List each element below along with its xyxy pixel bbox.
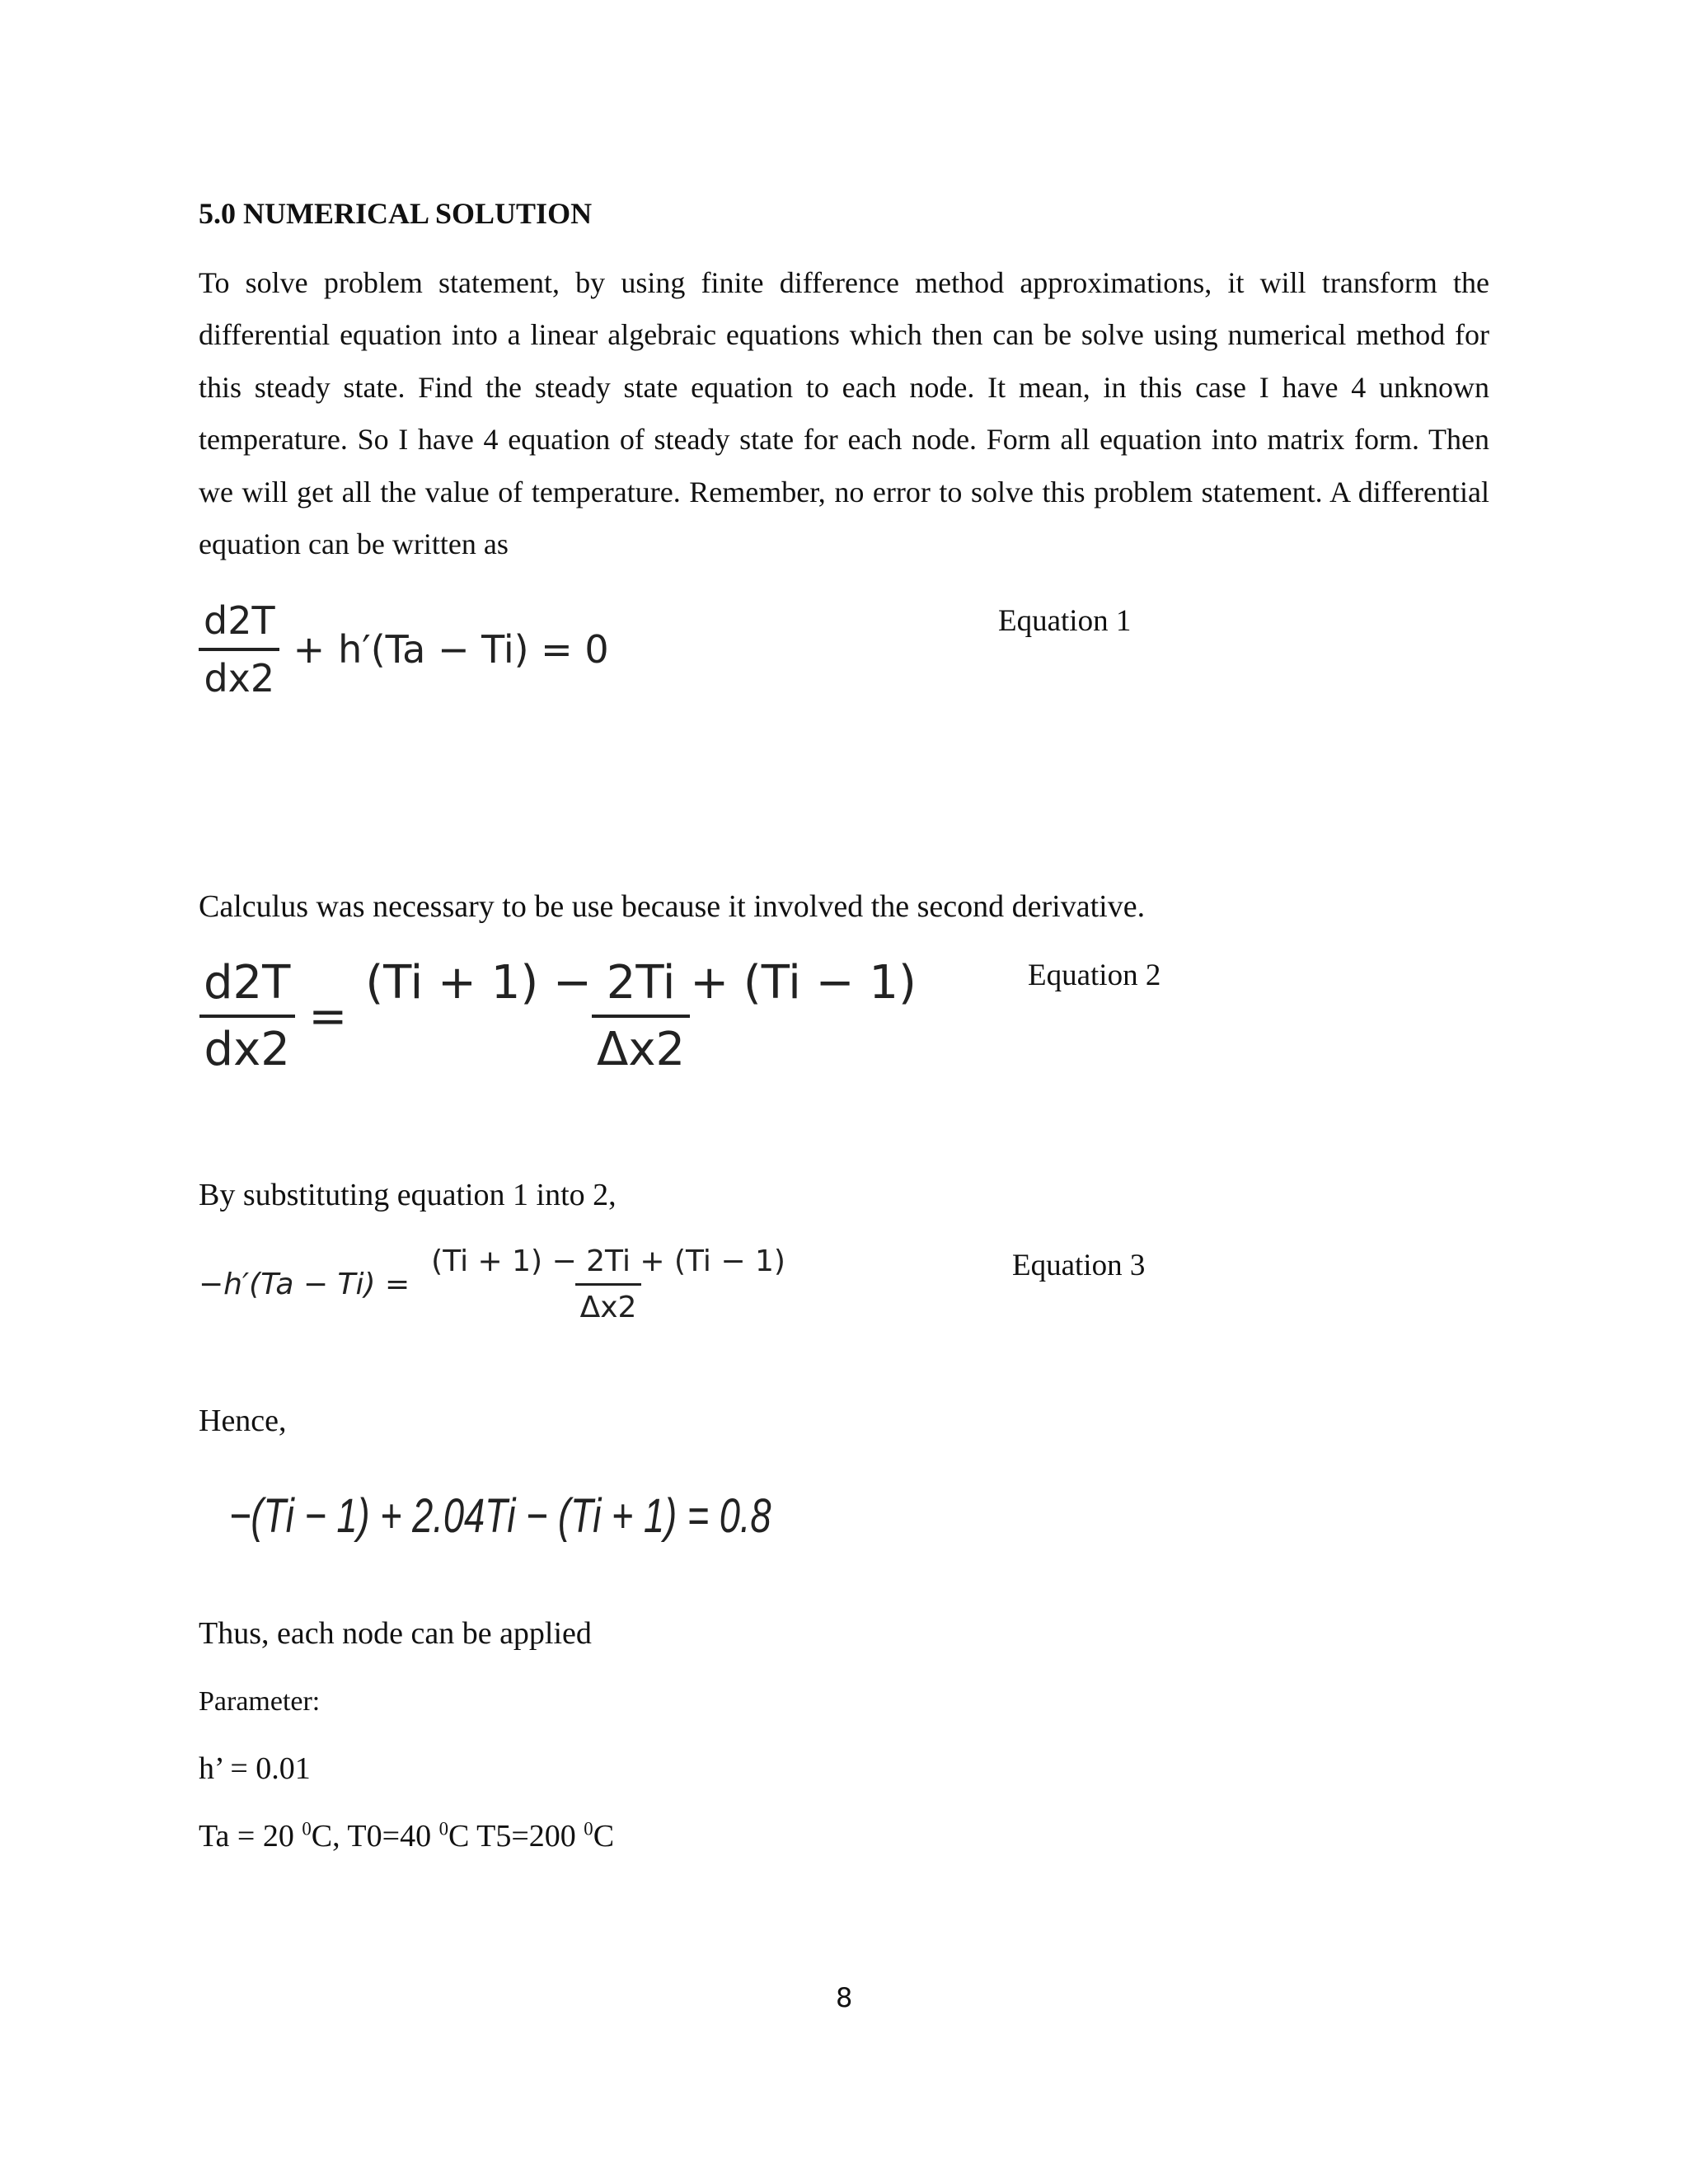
- eq4-expression: −(Ti − 1) + 2.04Ti − (Ti + 1) = 0.8: [229, 1489, 771, 1543]
- t5-text: C T5=200: [448, 1819, 584, 1854]
- degree-superscript: 0: [438, 1818, 448, 1840]
- substitute-text: By substituting equation 1 into 2,: [199, 1178, 617, 1212]
- thus-text: Thus, each node can be applied: [199, 1616, 592, 1651]
- hence-text: Hence,: [199, 1404, 287, 1438]
- temperature-values: [199, 1818, 614, 1854]
- intro-paragraph: To solve problem statement, by using finite difference method approximations, it will transform the differential equation into a linear algebraic equations which then can be solve using numerical method for this steady state. Find the steady state equation to each node. It mean, in this case I have 4 unknown temperature. So I have 4 equation of steady state for each node. Form all equation into matrix form. Then we will get all the value of temperature. Remember, no error to solve this problem statement. A differential equation can be written as: [199, 266, 1489, 561]
- eq3-fraction: [426, 1244, 790, 1324]
- eq2-right-numerator: (Ti + 1) − 2Ti + (Ti − 1): [365, 956, 917, 1010]
- parameter-label: Parameter:: [199, 1686, 321, 1717]
- eq2-left-denominator: dx2: [199, 1015, 295, 1076]
- celsius-text: C: [593, 1819, 615, 1854]
- eq1-expression: h′(Ta − Ti) = 0: [338, 627, 609, 672]
- equation-2: [199, 956, 921, 1076]
- equation-3: [199, 1244, 790, 1324]
- degree-superscript: 0: [584, 1818, 593, 1840]
- eq2-equals: =: [308, 989, 348, 1043]
- eq3-denominator: Δx2: [575, 1283, 642, 1324]
- eq1-plus: +: [293, 627, 326, 672]
- eq2-right-denominator: Δx2: [592, 1015, 690, 1076]
- equation-4: [229, 1488, 771, 1544]
- equation-3-label: Equation 3: [1012, 1249, 1146, 1282]
- eq2-right-fraction: [360, 956, 921, 1076]
- eq2-left-fraction: [199, 956, 295, 1076]
- eq3-left: −h′(Ta − Ti) =: [199, 1268, 410, 1301]
- page-number: 8: [836, 1982, 853, 2013]
- equation-1-label: Equation 1: [998, 604, 1132, 638]
- equation-2-label: Equation 2: [1028, 958, 1161, 992]
- calculus-text: Calculus was necessary to be use because it involved the second derivative.: [199, 889, 1146, 924]
- eq1-denominator: dx2: [199, 648, 279, 701]
- equation-1: [199, 598, 609, 701]
- eq2-left-numerator: d2T: [204, 956, 291, 1010]
- degree-superscript: 0: [302, 1818, 312, 1840]
- eq1-fraction: [199, 598, 280, 701]
- section-heading: 5.0 NUMERICAL SOLUTION: [199, 197, 593, 230]
- t0-text: C, T0=40: [311, 1819, 439, 1854]
- h-value: h’ = 0.01: [199, 1751, 311, 1786]
- eq1-numerator: d2T: [204, 598, 275, 643]
- eq3-numerator: (Ti + 1) − 2Ti + (Ti − 1): [431, 1244, 785, 1278]
- ta-text: Ta = 20: [199, 1819, 302, 1854]
